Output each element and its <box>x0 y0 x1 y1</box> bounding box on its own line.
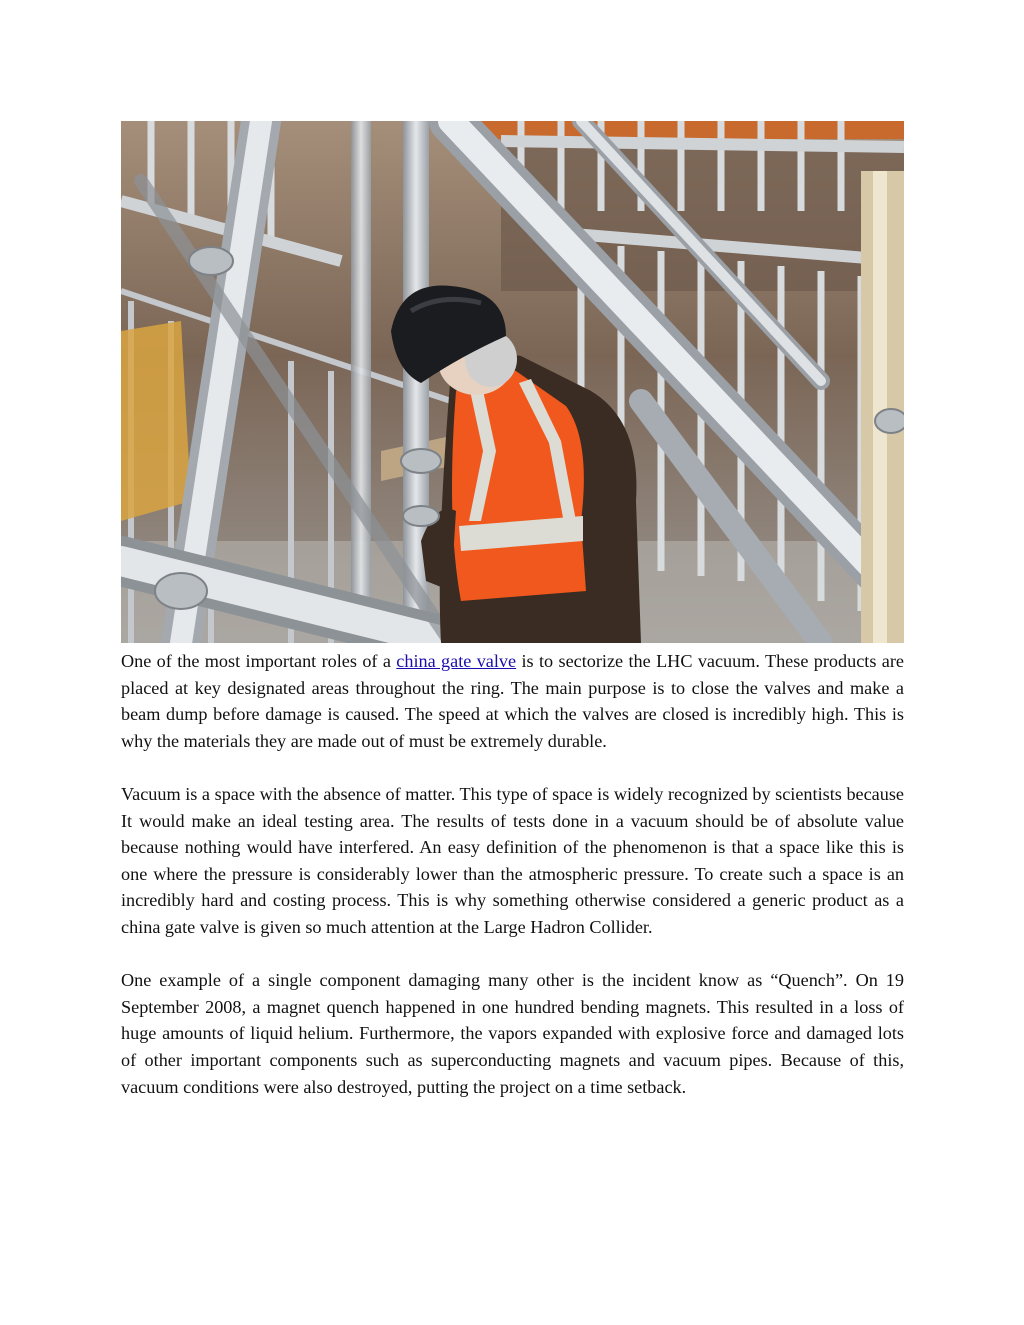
scaffold-worker-photo <box>121 121 904 643</box>
paragraph-1-rest: is to sectorize the LHC vacuum. These products are placed at key designated areas throughout the ring. The main purpose is to close the valves and make a beam dump before damage is caused. The speed at which the valves are closed is incredibly high. This is why the materials they are made out of must be extremely durable. <box>121 651 904 751</box>
paragraph-2: Vacuum is a space with the absence of matter. This type of space is widely recognized by scientists because It would make an ideal testing area. The results of tests done in a vacuum should be of absolute value because nothing would have interfered. An easy definition of the phenomenon is that a space like this is one where the pressure is considerably lower than the atmospheric pressure. To create such a space is an incredibly hard and costing process. This is why something otherwise considered a generic product as a china gate valve is given so much attention at the Large Hadron Collider. <box>121 783 904 937</box>
paragraph-1 <box>121 648 904 754</box>
paragraph-1-lead: One of the most important roles of a <box>121 651 397 671</box>
paragraph-3: One example of a single component damaging many other is the incident know as “Quench”. On 19 September 2008, a magnet quench happened in one hundred bending magnets. This resulted in a loss of huge amounts of liquid helium. Furthermore, the vapors expanded with explosive force and damaged lots of other important components such as superconducting magnets and vacuum pipes. Because of this, vacuum conditions were also destroyed, putting the project on a time setback. <box>121 970 904 1097</box>
document-page <box>121 121 904 1100</box>
china-gate-valve-link[interactable]: china gate valve <box>396 651 517 671</box>
photo-illustration <box>121 121 904 643</box>
